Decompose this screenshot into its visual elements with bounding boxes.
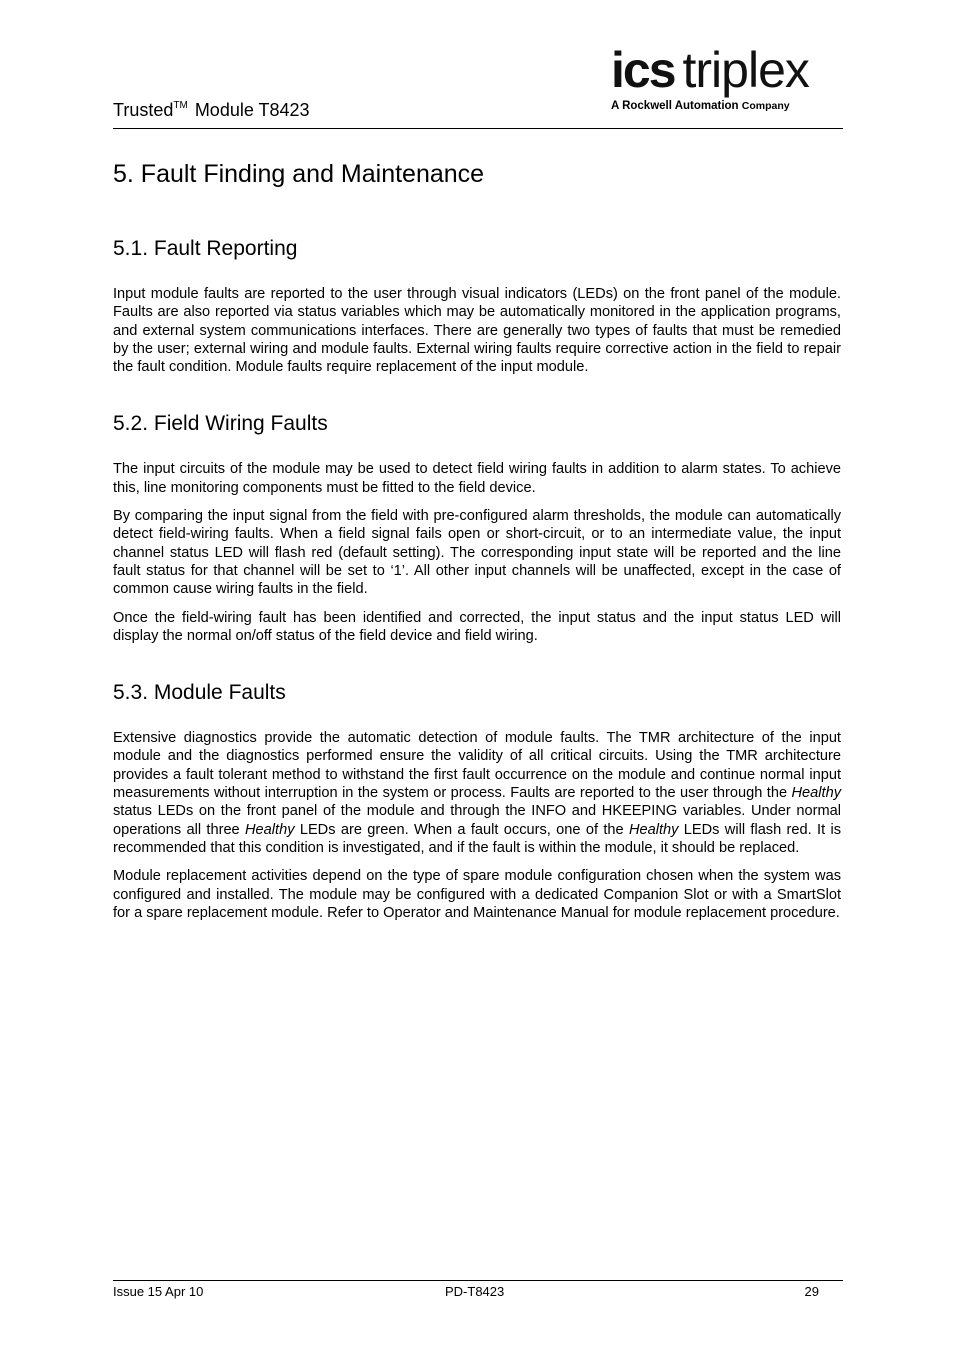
paragraph: Input module faults are reported to the user through visual indicators (LEDs) on the front panel of the module. Faults are also reported via status variables which may be automatically monitored in the application programs, and external system communications interfaces. There are generally two types of faults that must be remedied by the user; external wiring and module faults. External wiring faults require corrective action in the field to repair the fault condition. Module faults require replacement of the input module. — [113, 286, 841, 376]
paragraph: Once the field-wiring fault has been identified and corrected, the input status and the input status LED will display the normal on/off status of the field device and field wiring. — [113, 609, 841, 644]
chapter-title: 5. Fault Finding and Maintenance — [113, 160, 485, 188]
paragraph: Extensive diagnostics provide the automatic detection of module faults. The TMR architecture of the input module and the diagnostics performed ensure the validity of all critical circuits. Using the TMR architecture provides a fault tolerant method to withstand the first fault occurrence on the module and continue normal input measurements without interruption in the system or process. Faults are reported to the user through the Healthy status LEDs on the front panel of the module and through the INFO and HKEEPING variables. Under normal operations all three Healthy LEDs are green. When a fault occurs, one of the Healthy LEDs will flash red. It is recommended that this condition is investigated, and if the fault is within the module, it should be replaced. — [113, 730, 842, 856]
section-fault-reporting — [113, 237, 841, 376]
document-title: Trusted™ Module T8423 — [113, 100, 310, 120]
page-header — [113, 40, 843, 129]
page-footer — [113, 1280, 843, 1299]
section-field-wiring-faults — [113, 412, 841, 645]
section-module-faults — [113, 681, 841, 922]
issue-date: Issue 15 Apr 10 — [113, 1284, 204, 1299]
page-number: 29 — [804, 1284, 819, 1299]
paragraph: By comparing the input signal from the field with pre-configured alarm thresholds, the module can automatically detect field-wiring faults. When a field signal fails open or short-circuit, or to an intermediate value, the input channel status LED will flash red (default setting). The corresponding input state will be reported and the line fault status for that channel will be set to ‘1’. All other input channels will be unaffected, except in the case of common cause wiring faults in the field. — [113, 508, 841, 598]
document-id: PD-T8423 — [445, 1284, 505, 1299]
logo-wordmark: ics triplex — [611, 42, 809, 98]
trademark-mark: TM — [173, 100, 188, 111]
page-content — [113, 156, 841, 932]
paragraph: Module replacement activities depend on the type of spare module configuration chosen when the system was configured and installed. The module may be configured with a dedicated Companion Slot or with a SmartSlot for a spare replacement module. Refer to Operator and Maintenance Manual for module replacement procedure. — [113, 868, 841, 921]
section-heading: 5.1. Fault Reporting — [113, 237, 298, 260]
paragraph: The input circuits of the module may be used to detect field wiring faults in addition to alarm states. To achieve this, line monitoring components must be fitted to the field device. — [113, 461, 841, 496]
section-heading: 5.2. Field Wiring Faults — [113, 412, 328, 436]
company-logo — [611, 44, 843, 112]
section-heading: 5.3. Module Faults — [113, 681, 286, 705]
logo-tagline: A Rockwell Automation Company — [611, 100, 790, 112]
